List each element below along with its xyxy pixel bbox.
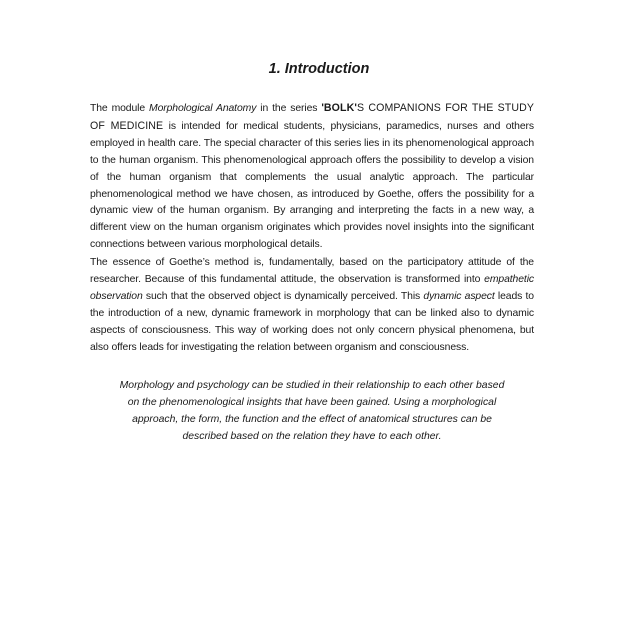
term-empathetic-observation: empathetic observation xyxy=(90,273,534,302)
term-dynamic-aspect: dynamic aspect xyxy=(423,290,495,302)
paragraph-goethe-text-2: such that the observed object is dynamically perceived. This xyxy=(142,290,424,302)
paragraph-goethe-text-3: leads to the introduction of a new, dynamic framework in morphology that can be linked also to dynamic aspects of consciousness. This way of working does not only concern physical phenomena, but also offers leads for investigating the relation between organism and consciousness. xyxy=(90,290,534,353)
paragraph-intro xyxy=(90,100,534,254)
paragraph-goethe-method xyxy=(90,255,534,356)
paragraph-intro-text-2: in the series xyxy=(256,103,322,114)
paragraph-goethe-text-1: The essence of Goethe’s method is, fundamentally, based on the participatory attitude of the researcher. Because of this fundamental attitude, the observation is transformed into xyxy=(90,257,534,285)
series-name-bolk: 'BOLK' xyxy=(321,102,357,114)
paragraph-intro-text-3: is intended for medical students, physicians, paramedics, nurses and others employed in health care. The special character of this series lies in its phenomenological approach to the human organism. This phenomenological approach offers the possibility to develop a vision of the human organism that complements the usual analytic approach. The particular phenomenological method we have chosen, as introduced by Goethe, offers the possibility for a dynamic view of the human organism. By arranging and interpreting the facts in a new way, a different view on the human organism originates which provides novel insights into the significant connections between various morphological details. xyxy=(90,120,534,251)
series-name-rest: S COMPANIONS FOR THE STUDY OF MEDICINE xyxy=(90,102,534,132)
module-name: Morphological Anatomy xyxy=(149,103,257,114)
block-quote: Morphology and psychology can be studied in their relationship to each other based on the phenomenological insights that have been gained. Using a morphological approach, the form, the function and the effect of anatomical structures can be described based on the relation they have to each other. xyxy=(119,380,505,442)
section-title: 1. Introduction xyxy=(268,61,370,77)
paragraph-intro-text-1: The module xyxy=(90,103,150,114)
